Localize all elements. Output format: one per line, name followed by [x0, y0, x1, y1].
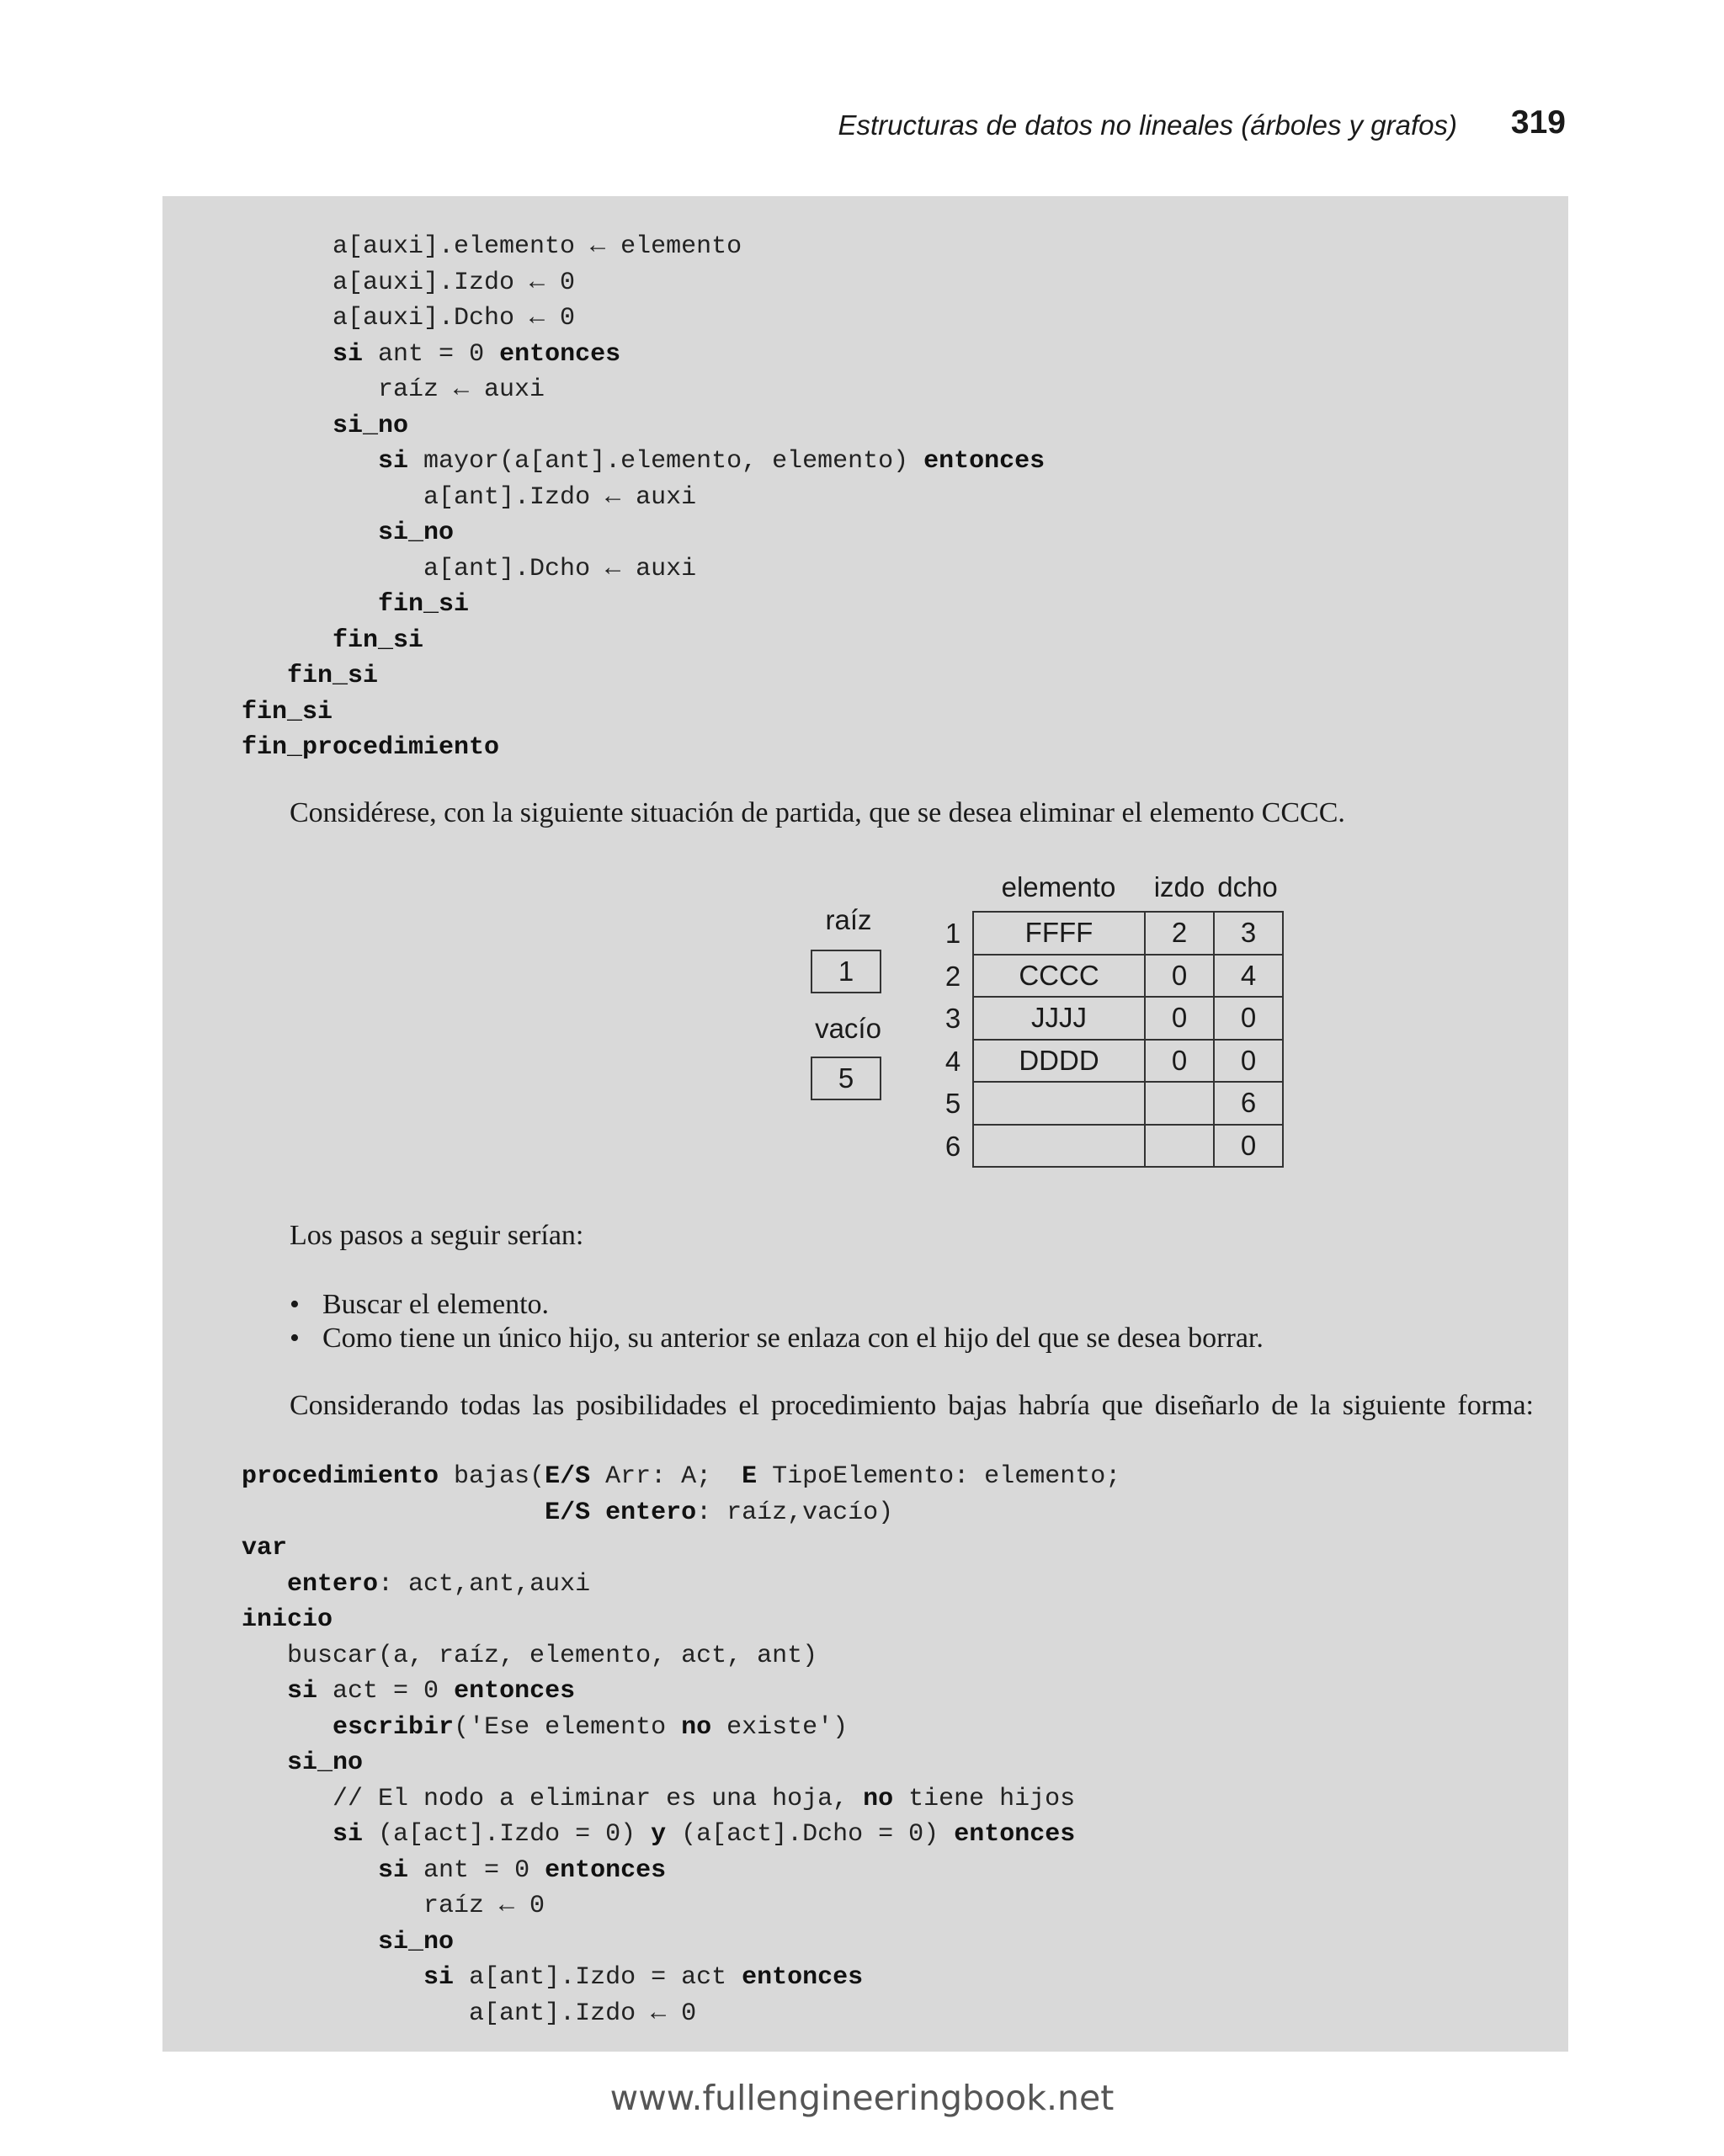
code-keyword: si_no: [378, 519, 455, 547]
raiz-label: raíz: [825, 904, 872, 935]
code-text: [242, 1963, 423, 1992]
cell-dcho: 6: [1213, 1081, 1284, 1126]
code-text: act = 0: [317, 1677, 455, 1706]
code-keyword: fin_si: [333, 626, 424, 655]
code-line: [242, 444, 1045, 480]
code-line: [242, 1817, 1120, 1853]
code-line: [242, 301, 1045, 337]
code-text: (a[act].Dcho = 0): [666, 1820, 955, 1849]
code-text: a[ant].Izdo = act: [454, 1963, 742, 1992]
code-keyword: entonces: [954, 1820, 1076, 1849]
code-line: [242, 1495, 1120, 1531]
cell-elemento: DDDD: [972, 1039, 1146, 1083]
code-line: [242, 695, 1045, 731]
cell-elemento: CCCC: [972, 954, 1146, 998]
code-line: [242, 1459, 1120, 1495]
code-keyword: entero: [287, 1569, 379, 1599]
code-line: [242, 408, 1045, 445]
code-keyword: escribir: [333, 1712, 455, 1742]
code-line: [242, 1960, 1120, 1996]
cell-izdo: [1144, 1124, 1215, 1168]
code-text: Arr: A;: [590, 1462, 742, 1491]
code-text: buscar(a, raíz, elemento, act, ant): [242, 1641, 818, 1670]
code-line: [242, 1530, 1120, 1567]
code-text: (a[act].Izdo = 0): [363, 1820, 652, 1849]
code-text: a[ant].Dcho ← auxi: [242, 554, 697, 583]
row-index: 3: [944, 1003, 961, 1034]
code-keyword: entonces: [499, 339, 621, 369]
code-keyword: si: [287, 1677, 318, 1706]
code-text: [242, 662, 287, 690]
cell-dcho: 0: [1213, 1039, 1284, 1083]
cell-izdo: 0: [1144, 996, 1215, 1041]
code-line: [242, 1996, 1120, 2032]
code-keyword: si: [333, 1820, 364, 1849]
code-text: [242, 1713, 333, 1742]
code-line: [242, 265, 1045, 301]
code-keyword: E/S: [545, 1462, 591, 1491]
bullet-icon: •: [290, 1323, 300, 1354]
code-text: [242, 626, 333, 655]
code-keyword: entonces: [545, 1855, 667, 1885]
cell-dcho: 0: [1213, 996, 1284, 1041]
code-text: existe'): [711, 1712, 849, 1742]
list-item-text: Buscar el elemento.: [322, 1289, 550, 1320]
code-keyword: si: [423, 1963, 455, 1992]
paragraph-steps: Los pasos a seguir serían:: [290, 1220, 584, 1251]
steps-list: [242, 1288, 1264, 1355]
code-text: a[auxi].Dcho ← 0: [242, 304, 576, 333]
code-line: [242, 1888, 1120, 1924]
code-keyword: inicio: [242, 1605, 333, 1634]
raiz-value-box: 1: [811, 950, 881, 993]
code-keyword: si_no: [287, 1749, 364, 1777]
cell-elemento: [972, 1081, 1146, 1126]
code-line: [242, 480, 1045, 516]
vacio-value-box: 5: [811, 1057, 881, 1100]
code-text: [242, 519, 378, 547]
code-block-bajas: [242, 1459, 1120, 2031]
code-keyword: fin_si: [378, 590, 470, 619]
code-keyword: entonces: [454, 1677, 576, 1706]
code-text: : raíz,vacío): [696, 1498, 894, 1527]
code-keyword: entero: [605, 1498, 697, 1527]
cell-dcho: 4: [1213, 954, 1284, 998]
code-line: [242, 1567, 1120, 1603]
code-text: mayor(a[ant].elemento, elemento): [408, 447, 924, 476]
code-keyword: entonces: [923, 447, 1046, 476]
cell-elemento: JJJJ: [972, 996, 1146, 1041]
code-line: [242, 1924, 1120, 1961]
code-text: [242, 340, 333, 369]
code-keyword: E: [742, 1462, 758, 1491]
code-text: [242, 1677, 287, 1706]
row-index: 5: [944, 1088, 961, 1119]
code-keyword: no: [681, 1712, 712, 1742]
code-text: [242, 1856, 378, 1885]
code-line: [242, 337, 1045, 373]
code-keyword: fin_procedimiento: [242, 733, 500, 762]
code-text: [242, 1499, 545, 1527]
row-index: 6: [944, 1130, 961, 1162]
code-line: [242, 515, 1045, 551]
code-text: TipoElemento: elemento;: [757, 1462, 1121, 1491]
code-line: [242, 1853, 1120, 1889]
code-line: [242, 551, 1045, 588]
code-line: [242, 1674, 1120, 1710]
code-line: [242, 1710, 1120, 1746]
code-line: [242, 1638, 1120, 1674]
code-text: [242, 1820, 333, 1849]
code-line: [242, 1781, 1120, 1818]
code-keyword: no: [863, 1784, 894, 1813]
code-keyword: si: [333, 339, 364, 369]
cell-izdo: 0: [1144, 954, 1215, 998]
code-text: raíz ← auxi: [242, 375, 545, 404]
code-text: [242, 590, 378, 619]
code-line: [242, 587, 1045, 623]
paragraph-procedure-intro: Considerando todas las posibilidades el procedimiento bajas habría que diseñarlo de la siguiente forma:: [290, 1390, 1534, 1421]
code-text: [242, 1928, 378, 1956]
code-line: [242, 658, 1045, 695]
code-line: [242, 1745, 1120, 1781]
code-text: a[ant].Izdo ← auxi: [242, 482, 697, 512]
code-line: [242, 229, 1045, 265]
code-keyword: si_no: [378, 1927, 455, 1956]
code-keyword: y: [651, 1820, 667, 1849]
code-keyword: var: [242, 1534, 288, 1562]
list-item: [242, 1288, 1264, 1322]
cell-izdo: 0: [1144, 1039, 1215, 1083]
code-text: [242, 412, 333, 440]
bullet-icon: •: [290, 1289, 300, 1320]
code-line: [242, 372, 1045, 408]
code-text: ('Ese elemento: [454, 1712, 682, 1742]
page-number: 319: [1510, 104, 1566, 141]
code-text: [242, 1749, 287, 1777]
code-text: ant = 0: [363, 339, 500, 369]
row-index: 1: [944, 918, 961, 949]
col-header-elemento: elemento: [1001, 871, 1116, 902]
code-text: a[auxi].elemento ← elemento: [242, 232, 742, 261]
col-header-dcho: dcho: [1217, 871, 1278, 902]
footer-url: www.fullengineeringbook.net: [609, 2078, 1115, 2118]
code-text: ant = 0: [408, 1855, 545, 1885]
list-item-text: Como tiene un único hijo, su anterior se enlaza con el hijo del que se desea borrar.: [322, 1323, 1264, 1354]
vacio-label: vacío: [815, 1013, 881, 1044]
code-text: a[auxi].Izdo ← 0: [242, 268, 576, 297]
list-item: [242, 1322, 1264, 1355]
code-keyword: si: [378, 447, 409, 476]
code-keyword: si_no: [333, 411, 409, 440]
code-keyword: E/S: [545, 1498, 591, 1527]
cell-izdo: 2: [1144, 911, 1215, 956]
code-text: : act,ant,auxi: [378, 1569, 591, 1599]
code-text: [242, 1570, 287, 1599]
running-header-title: Estructuras de datos no lineales (árboles y grafos): [838, 109, 1457, 141]
code-keyword: fin_si: [287, 662, 379, 690]
cell-izdo: [1144, 1081, 1215, 1126]
code-text: [242, 447, 378, 476]
code-line: [242, 623, 1045, 659]
cell-dcho: 0: [1213, 1124, 1284, 1168]
code-keyword: entonces: [742, 1963, 864, 1992]
code-line: [242, 730, 1045, 766]
row-index: 2: [944, 960, 961, 992]
code-line: [242, 1602, 1120, 1638]
code-block-insert-end: [242, 229, 1045, 766]
cell-elemento: FFFF: [972, 911, 1146, 956]
code-text: tiene hijos: [893, 1784, 1076, 1813]
code-text: a[ant].Izdo ← 0: [242, 1999, 697, 2028]
code-text: raíz ← 0: [242, 1892, 545, 1920]
col-header-izdo: izdo: [1153, 871, 1205, 902]
cell-elemento: [972, 1124, 1146, 1168]
cell-dcho: 3: [1213, 911, 1284, 956]
row-index: 4: [944, 1045, 961, 1077]
code-text: // El nodo a eliminar es una hoja,: [242, 1784, 864, 1813]
paragraph-intro-delete: Considérese, con la siguiente situación de partida, que se desea eliminar el elemento CCCC.: [290, 797, 1345, 828]
code-text: [590, 1499, 605, 1527]
code-text: bajas(: [439, 1462, 545, 1491]
code-keyword: procedimiento: [242, 1462, 439, 1491]
code-keyword: fin_si: [242, 697, 333, 727]
code-keyword: si: [378, 1855, 409, 1885]
